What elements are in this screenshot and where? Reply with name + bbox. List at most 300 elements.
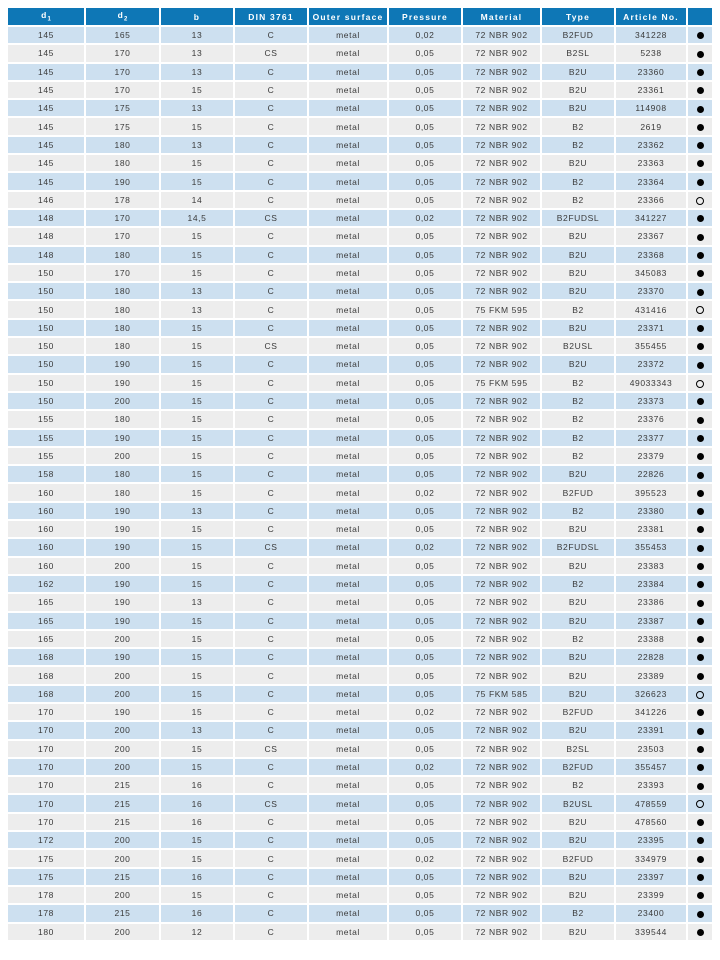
cell-outer-surface: metal	[308, 794, 388, 812]
cell-pressure: 0,05	[388, 447, 462, 465]
cell-b: 15	[160, 246, 234, 264]
cell-din-3761: C	[234, 758, 308, 776]
cell-article-no: 49033343	[615, 374, 687, 392]
cell-type: B2U	[541, 721, 615, 739]
cell-outer-surface: metal	[308, 904, 388, 922]
cell-d2: 180	[85, 154, 160, 172]
cell-din-3761: C	[234, 813, 308, 831]
table-row	[7, 849, 713, 867]
cell-availability	[687, 26, 713, 44]
availability-dot-filled-icon	[697, 526, 704, 533]
cell-d2: 215	[85, 794, 160, 812]
cell-type: B2USL	[541, 794, 615, 812]
cell-availability	[687, 538, 713, 556]
cell-b: 13	[160, 282, 234, 300]
availability-dot-filled-icon	[697, 179, 704, 186]
cell-availability	[687, 81, 713, 99]
column-header-material	[462, 7, 541, 26]
cell-din-3761: C	[234, 703, 308, 721]
availability-dot-empty-icon	[696, 306, 704, 314]
cell-b: 15	[160, 685, 234, 703]
cell-pressure: 0,05	[388, 648, 462, 666]
cell-type: B2U	[541, 99, 615, 117]
cell-outer-surface: metal	[308, 355, 388, 373]
cell-d1: 165	[7, 630, 85, 648]
table-row	[7, 172, 713, 190]
cell-d2: 170	[85, 227, 160, 245]
cell-d2: 180	[85, 300, 160, 318]
cell-type: B2SL	[541, 740, 615, 758]
cell-article-no: 2619	[615, 117, 687, 135]
cell-pressure: 0,05	[388, 191, 462, 209]
cell-type: B2U	[541, 666, 615, 684]
cell-article-no: 22826	[615, 465, 687, 483]
table-row	[7, 868, 713, 886]
cell-pressure: 0,05	[388, 813, 462, 831]
table-row	[7, 886, 713, 904]
cell-din-3761: C	[234, 447, 308, 465]
cell-pressure: 0,05	[388, 429, 462, 447]
cell-availability	[687, 904, 713, 922]
cell-article-no: 23361	[615, 81, 687, 99]
cell-outer-surface: metal	[308, 593, 388, 611]
cell-availability	[687, 868, 713, 886]
cell-d1: 178	[7, 904, 85, 922]
cell-d2: 190	[85, 374, 160, 392]
cell-din-3761: C	[234, 26, 308, 44]
cell-d2: 190	[85, 612, 160, 630]
cell-type: B2U	[541, 63, 615, 81]
cell-article-no: 23377	[615, 429, 687, 447]
cell-outer-surface: metal	[308, 538, 388, 556]
cell-material: 72 NBR 902	[462, 904, 541, 922]
availability-dot-filled-icon	[697, 728, 704, 735]
cell-b: 13	[160, 63, 234, 81]
cell-d1: 145	[7, 154, 85, 172]
cell-type: B2U	[541, 465, 615, 483]
cell-article-no: 341228	[615, 26, 687, 44]
cell-type: B2U	[541, 246, 615, 264]
cell-material: 72 NBR 902	[462, 630, 541, 648]
cell-article-no: 23400	[615, 904, 687, 922]
cell-availability	[687, 44, 713, 62]
availability-dot-filled-icon	[697, 362, 704, 369]
cell-pressure: 0,05	[388, 246, 462, 264]
cell-outer-surface: metal	[308, 849, 388, 867]
cell-availability	[687, 136, 713, 154]
cell-outer-surface: metal	[308, 630, 388, 648]
cell-d2: 190	[85, 172, 160, 190]
cell-pressure: 0,05	[388, 520, 462, 538]
cell-availability	[687, 794, 713, 812]
availability-dot-filled-icon	[697, 32, 704, 39]
cell-outer-surface: metal	[308, 374, 388, 392]
cell-article-no: 23384	[615, 575, 687, 593]
cell-d1: 160	[7, 557, 85, 575]
cell-d1: 148	[7, 246, 85, 264]
cell-d2: 175	[85, 99, 160, 117]
cell-din-3761: C	[234, 520, 308, 538]
cell-din-3761: CS	[234, 740, 308, 758]
cell-d1: 148	[7, 209, 85, 227]
cell-availability	[687, 666, 713, 684]
cell-type: B2	[541, 776, 615, 794]
cell-pressure: 0,05	[388, 904, 462, 922]
cell-pressure: 0,05	[388, 612, 462, 630]
availability-dot-filled-icon	[697, 545, 704, 552]
cell-article-no: 355457	[615, 758, 687, 776]
table-row	[7, 355, 713, 373]
cell-d1: 145	[7, 63, 85, 81]
cell-article-no: 431416	[615, 300, 687, 318]
cell-d2: 200	[85, 447, 160, 465]
cell-d2: 190	[85, 429, 160, 447]
cell-b: 13	[160, 44, 234, 62]
availability-dot-filled-icon	[697, 87, 704, 94]
cell-d2: 200	[85, 666, 160, 684]
cell-material: 72 NBR 902	[462, 99, 541, 117]
cell-type: B2	[541, 300, 615, 318]
cell-pressure: 0,05	[388, 593, 462, 611]
cell-article-no: 23380	[615, 502, 687, 520]
table-row	[7, 465, 713, 483]
cell-material: 72 NBR 902	[462, 794, 541, 812]
cell-article-no: 23367	[615, 227, 687, 245]
cell-b: 13	[160, 136, 234, 154]
cell-pressure: 0,05	[388, 282, 462, 300]
cell-d1: 178	[7, 886, 85, 904]
cell-outer-surface: metal	[308, 392, 388, 410]
cell-pressure: 0,02	[388, 209, 462, 227]
cell-d1: 158	[7, 465, 85, 483]
cell-type: B2U	[541, 831, 615, 849]
table-row	[7, 593, 713, 611]
table-row	[7, 227, 713, 245]
cell-d1: 150	[7, 319, 85, 337]
cell-d2: 200	[85, 392, 160, 410]
cell-b: 15	[160, 410, 234, 428]
column-header-label: b	[193, 11, 201, 22]
cell-pressure: 0,05	[388, 227, 462, 245]
cell-article-no: 334979	[615, 849, 687, 867]
cell-din-3761: C	[234, 886, 308, 904]
cell-d1: 165	[7, 593, 85, 611]
cell-outer-surface: metal	[308, 136, 388, 154]
cell-material: 72 NBR 902	[462, 44, 541, 62]
cell-outer-surface: metal	[308, 337, 388, 355]
cell-outer-surface: metal	[308, 557, 388, 575]
cell-type: B2	[541, 117, 615, 135]
cell-din-3761: C	[234, 246, 308, 264]
cell-b: 15	[160, 355, 234, 373]
table-row	[7, 374, 713, 392]
availability-dot-filled-icon	[697, 654, 704, 661]
cell-material: 72 NBR 902	[462, 337, 541, 355]
cell-article-no: 478559	[615, 794, 687, 812]
cell-material: 72 NBR 902	[462, 721, 541, 739]
cell-din-3761: C	[234, 355, 308, 373]
table-row	[7, 63, 713, 81]
cell-pressure: 0,05	[388, 264, 462, 282]
cell-type: B2U	[541, 81, 615, 99]
table-row	[7, 337, 713, 355]
availability-dot-empty-icon	[696, 380, 704, 388]
cell-din-3761: C	[234, 904, 308, 922]
cell-outer-surface: metal	[308, 410, 388, 428]
table-row	[7, 685, 713, 703]
column-header-label: Type	[565, 11, 590, 22]
cell-outer-surface: metal	[308, 264, 388, 282]
cell-material: 72 NBR 902	[462, 136, 541, 154]
cell-type: B2U	[541, 685, 615, 703]
cell-pressure: 0,05	[388, 923, 462, 941]
cell-availability	[687, 355, 713, 373]
cell-outer-surface: metal	[308, 575, 388, 593]
cell-outer-surface: metal	[308, 209, 388, 227]
cell-outer-surface: metal	[308, 26, 388, 44]
cell-type: B2U	[541, 868, 615, 886]
cell-b: 16	[160, 794, 234, 812]
table-row	[7, 630, 713, 648]
cell-din-3761: C	[234, 300, 308, 318]
cell-outer-surface: metal	[308, 502, 388, 520]
cell-availability	[687, 227, 713, 245]
cell-article-no: 23376	[615, 410, 687, 428]
cell-material: 72 NBR 902	[462, 246, 541, 264]
availability-dot-empty-icon	[696, 197, 704, 205]
cell-din-3761: C	[234, 831, 308, 849]
cell-d1: 162	[7, 575, 85, 593]
availability-dot-filled-icon	[697, 929, 704, 936]
availability-dot-filled-icon	[697, 837, 704, 844]
cell-type: B2FUD	[541, 703, 615, 721]
table-row	[7, 666, 713, 684]
cell-din-3761: C	[234, 557, 308, 575]
cell-type: B2U	[541, 648, 615, 666]
cell-type: B2	[541, 374, 615, 392]
cell-din-3761: C	[234, 319, 308, 337]
cell-d2: 178	[85, 191, 160, 209]
cell-din-3761: C	[234, 849, 308, 867]
availability-dot-filled-icon	[697, 490, 704, 497]
cell-article-no: 23366	[615, 191, 687, 209]
availability-dot-filled-icon	[697, 856, 704, 863]
cell-pressure: 0,05	[388, 868, 462, 886]
cell-pressure: 0,05	[388, 136, 462, 154]
cell-material: 72 NBR 902	[462, 81, 541, 99]
cell-d1: 175	[7, 868, 85, 886]
cell-din-3761: C	[234, 227, 308, 245]
cell-availability	[687, 740, 713, 758]
column-header-din-3761	[234, 7, 308, 26]
cell-b: 14,5	[160, 209, 234, 227]
cell-article-no: 23363	[615, 154, 687, 172]
cell-b: 15	[160, 154, 234, 172]
cell-d2: 215	[85, 813, 160, 831]
cell-material: 72 NBR 902	[462, 227, 541, 245]
cell-b: 15	[160, 648, 234, 666]
cell-d1: 160	[7, 483, 85, 501]
cell-outer-surface: metal	[308, 758, 388, 776]
cell-availability	[687, 557, 713, 575]
cell-pressure: 0,05	[388, 374, 462, 392]
cell-availability	[687, 264, 713, 282]
cell-b: 13	[160, 593, 234, 611]
cell-article-no: 23373	[615, 392, 687, 410]
cell-material: 72 NBR 902	[462, 538, 541, 556]
cell-d2: 190	[85, 538, 160, 556]
cell-d1: 145	[7, 26, 85, 44]
cell-type: B2	[541, 392, 615, 410]
cell-d1: 150	[7, 355, 85, 373]
cell-availability	[687, 172, 713, 190]
cell-pressure: 0,02	[388, 538, 462, 556]
cell-article-no: 23395	[615, 831, 687, 849]
cell-d2: 200	[85, 557, 160, 575]
cell-availability	[687, 685, 713, 703]
cell-d2: 200	[85, 685, 160, 703]
cell-din-3761: C	[234, 264, 308, 282]
cell-availability	[687, 392, 713, 410]
cell-article-no: 23381	[615, 520, 687, 538]
table-row	[7, 44, 713, 62]
availability-dot-filled-icon	[697, 435, 704, 442]
cell-d2: 200	[85, 740, 160, 758]
cell-din-3761: C	[234, 575, 308, 593]
cell-availability	[687, 374, 713, 392]
cell-material: 72 NBR 902	[462, 758, 541, 776]
cell-outer-surface: metal	[308, 813, 388, 831]
table-row	[7, 703, 713, 721]
cell-d1: 170	[7, 703, 85, 721]
cell-type: B2	[541, 904, 615, 922]
cell-pressure: 0,05	[388, 44, 462, 62]
cell-material: 72 NBR 902	[462, 319, 541, 337]
cell-availability	[687, 831, 713, 849]
cell-din-3761: C	[234, 776, 308, 794]
availability-dot-filled-icon	[697, 69, 704, 76]
cell-type: B2	[541, 630, 615, 648]
cell-d2: 190	[85, 648, 160, 666]
cell-type: B2USL	[541, 337, 615, 355]
table-row	[7, 136, 713, 154]
cell-type: B2FUD	[541, 849, 615, 867]
cell-material: 72 NBR 902	[462, 410, 541, 428]
cell-material: 72 NBR 902	[462, 191, 541, 209]
cell-d2: 180	[85, 465, 160, 483]
cell-d2: 190	[85, 593, 160, 611]
cell-d2: 200	[85, 923, 160, 941]
cell-d1: 150	[7, 337, 85, 355]
availability-dot-filled-icon	[697, 563, 704, 570]
table-row	[7, 776, 713, 794]
table-row	[7, 191, 713, 209]
cell-din-3761: C	[234, 721, 308, 739]
cell-outer-surface: metal	[308, 154, 388, 172]
cell-pressure: 0,05	[388, 337, 462, 355]
cell-availability	[687, 282, 713, 300]
cell-d2: 200	[85, 758, 160, 776]
column-header-label: Article No.	[623, 11, 679, 22]
table-row	[7, 81, 713, 99]
cell-availability	[687, 410, 713, 428]
cell-din-3761: CS	[234, 794, 308, 812]
table-row	[7, 520, 713, 538]
column-header-article-no	[615, 7, 687, 26]
cell-din-3761: C	[234, 117, 308, 135]
cell-material: 72 NBR 902	[462, 923, 541, 941]
availability-dot-filled-icon	[697, 508, 704, 515]
availability-dot-filled-icon	[697, 270, 704, 277]
cell-article-no: 22828	[615, 648, 687, 666]
cell-availability	[687, 300, 713, 318]
cell-b: 13	[160, 721, 234, 739]
cell-d2: 215	[85, 868, 160, 886]
cell-material: 72 NBR 902	[462, 172, 541, 190]
cell-b: 15	[160, 117, 234, 135]
cell-din-3761: C	[234, 374, 308, 392]
cell-article-no: 326623	[615, 685, 687, 703]
cell-b: 15	[160, 374, 234, 392]
cell-b: 13	[160, 99, 234, 117]
cell-article-no: 23362	[615, 136, 687, 154]
cell-article-no: 355455	[615, 337, 687, 355]
cell-article-no: 478560	[615, 813, 687, 831]
cell-material: 72 NBR 902	[462, 593, 541, 611]
cell-availability	[687, 849, 713, 867]
cell-outer-surface: metal	[308, 429, 388, 447]
cell-d2: 180	[85, 246, 160, 264]
cell-type: B2FUDSL	[541, 538, 615, 556]
cell-b: 15	[160, 575, 234, 593]
cell-din-3761: C	[234, 666, 308, 684]
cell-type: B2U	[541, 355, 615, 373]
cell-b: 15	[160, 429, 234, 447]
cell-article-no: 23379	[615, 447, 687, 465]
cell-outer-surface: metal	[308, 886, 388, 904]
cell-material: 72 NBR 902	[462, 26, 541, 44]
cell-d2: 170	[85, 264, 160, 282]
cell-d2: 170	[85, 81, 160, 99]
column-header-type	[541, 7, 615, 26]
availability-dot-filled-icon	[697, 142, 704, 149]
availability-dot-filled-icon	[697, 911, 704, 918]
cell-outer-surface: metal	[308, 447, 388, 465]
cell-material: 72 NBR 902	[462, 666, 541, 684]
cell-d2: 180	[85, 410, 160, 428]
table-row	[7, 612, 713, 630]
cell-pressure: 0,05	[388, 392, 462, 410]
cell-din-3761: C	[234, 81, 308, 99]
availability-dot-filled-icon	[697, 819, 704, 826]
table-row	[7, 502, 713, 520]
cell-b: 15	[160, 612, 234, 630]
cell-d2: 200	[85, 831, 160, 849]
availability-dot-empty-icon	[696, 691, 704, 699]
cell-pressure: 0,02	[388, 849, 462, 867]
cell-pressure: 0,05	[388, 319, 462, 337]
cell-b: 16	[160, 904, 234, 922]
cell-outer-surface: metal	[308, 300, 388, 318]
cell-pressure: 0,05	[388, 557, 462, 575]
cell-material: 72 NBR 902	[462, 465, 541, 483]
cell-d1: 145	[7, 117, 85, 135]
table-header-row	[7, 7, 713, 26]
cell-outer-surface: metal	[308, 282, 388, 300]
cell-article-no: 23399	[615, 886, 687, 904]
cell-pressure: 0,02	[388, 703, 462, 721]
cell-d1: 145	[7, 172, 85, 190]
